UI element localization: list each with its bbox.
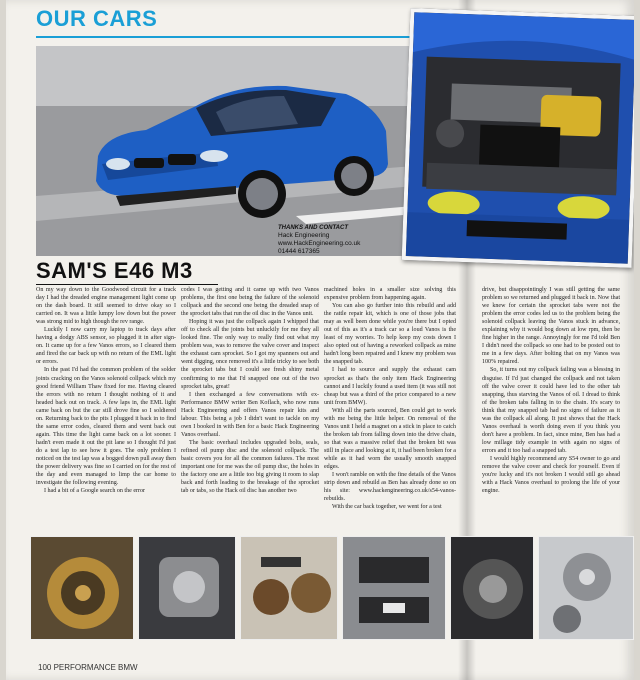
headline-rule xyxy=(36,284,218,285)
photo-strip xyxy=(30,536,634,640)
engine-illustration xyxy=(406,12,634,264)
thumb-photo-oil-disc xyxy=(538,536,634,640)
title-rule xyxy=(36,36,416,38)
article-column-4 xyxy=(482,286,620,495)
thumb-photo-solenoid xyxy=(342,536,446,640)
paragraph: With the car back together, we went for a test xyxy=(332,504,442,511)
paragraph: With all the parts sourced, Ben could get to work with me being the little helper. On removal of the Vanos unit I held a magnet on a stick in place to catch the broken tab from falling down into the drive chain, so that was a massive relief that the broken bit was still in place and looking at it, it had been broken for a while as it had worn the usually smooth snapped edges. xyxy=(324,407,456,471)
paragraph: Luckily I now carry my laptop to track days after having a dodgy ABS sensor, so plugged it in after sign-on. It came up for a few Vanos errors, so I cleared them and fired the car back up with no return of the EML light or errors. xyxy=(36,327,176,366)
thumb-photo-chain xyxy=(30,536,134,640)
paragraph: I would highly recommend any S54 owner to go and remove the valve cover and check for yourself. Even if you're lucky and it's not broken I would still go ahead with a Hack Vanos overhaul to prolong the life of your engine. xyxy=(482,455,620,495)
thumb-photo-sprocket xyxy=(450,536,534,640)
page-footer xyxy=(38,663,138,672)
paragraph: I won't ramble on with the fine details of the Vanos strip down and rebuild as Ben has already done so on his site: www.hackengineering.co.uk/s54-vanos-rebuilds. xyxy=(324,472,456,503)
contact-phone: 01444 617365 xyxy=(278,248,320,255)
article-headline: SAM'S E46 M3 xyxy=(36,258,193,283)
magazine-page xyxy=(6,0,634,680)
magazine-name: PERFORMANCE BMW xyxy=(53,663,138,672)
paragraph: In the past I'd had the common problem of the solder joints cracking on the Vanos solenoid collpack which my good friend William Thaw fixed for me. Having cleared the errors with no return I thought nothing of it and headed back out on track. A few laps in, the EML light came back on but the car still drove fine so I soldiered on. Returning back to the pits I plugged it back in to find the same error codes, cleared them and went back out again. This time the light came back on a lot sooner. I hadn't even made it out the pit lane so I thought I'd just do a test lap to see how it goes. The only problem I noticed on the test lap was a bogged down pull away then the power delivery was fine so I carried on for the rest of the day and even managed to limp the car home to investigate the following evening. xyxy=(36,367,176,487)
paragraph: On my way down to the Goodwood circuit for a track day I had the dreaded engine management light come up on the dash board. It still seemed to drive okay so I carried on. It was a little lumpy low down but the power was strong mid to high though the rev range. xyxy=(36,287,176,326)
article-column-1 xyxy=(36,286,176,495)
paragraph: So, it turns out my collpack failing was a blessing in disguise. If I'd just changed the collpack and not taken off the valve cover it could have led to the other tab snapping, thus starving the Vanos of oil. I dread to think of the broken tabs falling in to the chain. It's scary to think that my snapped tab had no signs of failure as it was the collpack all along. It just shows that the Hack Vanos overhaul is worth doing even if you think you don't have a problem. In fact, since mine, Ben has had a low millage tidy example in with again no signs of errors and it too had a snapped tab. xyxy=(482,367,620,454)
contact-name: Hack Engineering xyxy=(278,232,330,239)
page-number: 100 xyxy=(38,663,52,672)
contact-url[interactable]: www.HackEngineering.co.uk xyxy=(278,240,361,247)
paragraph: I then exchanged a few conversations with ex-Performance BMW writer Ben Koflach, who now runs Hack Engineering and offers Vanos repair kits and labour. This being a job I didn't want to tackle on my own I booked in with Ben for a basic Hack Engineering Vanos overhaul. xyxy=(181,391,319,438)
paragraph: The basic overhaul includes upgraded bolts, seals, refined oil pump disc and the solenoid collpack. The basic covers you for all the common failures. The most important one for me was the oil pump disc, the holes in the factory one are a little too big giving it room to slap back and forth leading to the breakage of the sprocket tab or tabs, so the Hack oil disc has another two xyxy=(181,439,319,495)
article-column-2 xyxy=(181,286,319,495)
paragraph: I had to source and supply the exhaust cam sprocket as that's the only item Hack Engineering cannot and I luckily found a used item (it was still not cheap but was a third of the price compared to a new unit from BMW). xyxy=(324,367,456,406)
engine-bay-photo xyxy=(402,8,634,268)
thumb-photo-parts xyxy=(240,536,338,640)
paragraph: I had a bit of a Google search on the error xyxy=(44,488,146,495)
contact-box xyxy=(278,224,414,256)
article-column-3 xyxy=(324,286,456,511)
paragraph: You can also go further into this rebuild and add the rattle repair kit, which is one of those jobs that may as well been done while you're there but I opted out of this as it's a track car so a loud Vanos is the least of my worries. To help keep my costs down I also opted out of having a reworked collpack as mine hadn't long been repaired and I knew my problem was the snapped tab. xyxy=(324,303,456,366)
paragraph: Hoping it was just the collpack again I whipped that off to check all the joints but unluckily for me they all looked fine. The only way to really find out what my problem was, was to remove the valve cover and inspect the exhaust cam sprocket. So I got my spanners out and went digging, once removed it's a little tricky to see both the sprocket tabs but I could see fresh shiny metal confirming to me that I'd snapped one out of the two sprocket tabs, great! xyxy=(181,319,319,390)
paragraph: drive, but disappointingly I was still getting the same problem so we returned and plugged it back in. Now that we knew for certain the sprocket tabs were not the problem the error codes led us to the problem being the solenoid collpack leaving the Vanos stuck in advance, explaining why it would bog down at low rpm, then be fine higher in the range. Annoyingly for me I'd told Ben I didn't need the collpack so one had to be posted out to me in a few days. After bolting that on my Vanos was 100% repaired. xyxy=(482,287,620,366)
paragraph: machined holes in a smaller size solving this expensive problem from happening again. xyxy=(324,287,456,302)
kidney-grille xyxy=(134,158,164,168)
section-title: OUR CARS xyxy=(36,6,158,31)
car-photo xyxy=(36,46,414,256)
contact-heading: THANKS AND CONTACT xyxy=(278,225,348,231)
thumb-photo-vanos xyxy=(138,536,236,640)
paragraph: codes I was getting and it came up with two Vanos problems, the first one being the failure of the solenoid collpack and the second one being the dreaded snap of the sprocket tabs that run the oil disc in the Vanos unit. xyxy=(181,287,319,318)
